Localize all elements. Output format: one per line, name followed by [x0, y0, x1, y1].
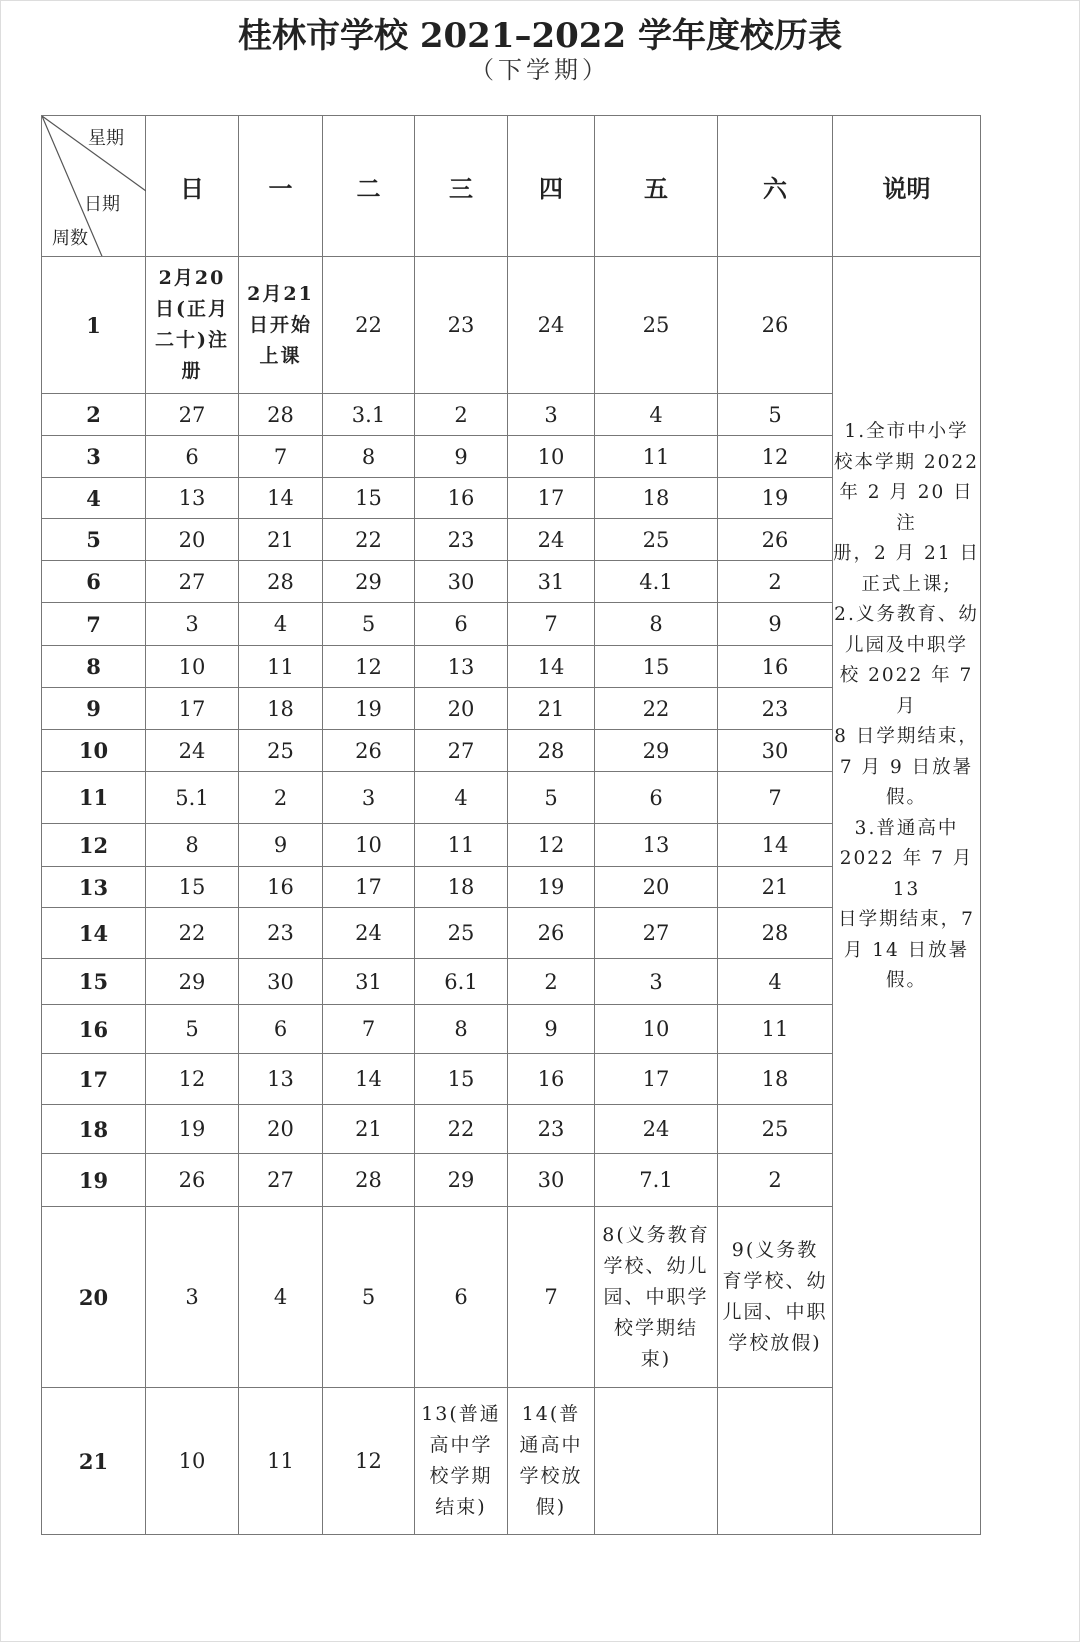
date-cell: 22	[323, 257, 415, 394]
day-header-mon: 一	[239, 116, 323, 257]
date-cell: 21	[718, 867, 833, 908]
date-cell: 7	[508, 1207, 595, 1388]
date-cell: 6	[415, 1207, 508, 1388]
week-row	[42, 257, 981, 394]
date-cell: 10	[508, 436, 595, 478]
date-cell: 18	[415, 867, 508, 908]
date-cell: 30	[239, 959, 323, 1005]
date-cell: 24	[595, 1105, 718, 1154]
date-cell: 7	[239, 436, 323, 478]
date-cell: 15	[595, 646, 718, 688]
week-number: 16	[42, 1005, 146, 1054]
date-cell: 18	[239, 688, 323, 730]
date-cell: 23	[239, 908, 323, 959]
date-cell: 4	[718, 959, 833, 1005]
date-cell: 8	[146, 824, 239, 867]
notes-header: 说明	[833, 116, 981, 257]
date-cell: 24	[323, 908, 415, 959]
date-cell: 23	[415, 519, 508, 561]
week-number: 21	[42, 1388, 146, 1535]
week-number: 1	[42, 257, 146, 394]
date-cell: 31	[323, 959, 415, 1005]
date-cell: 16	[508, 1054, 595, 1105]
date-cell: 2	[508, 959, 595, 1005]
corner-header-cell	[42, 116, 146, 257]
week-number: 18	[42, 1105, 146, 1154]
date-cell	[718, 1388, 833, 1535]
day-header-thu: 四	[508, 116, 595, 257]
date-cell: 21	[323, 1105, 415, 1154]
date-cell: 7	[718, 772, 833, 824]
date-cell: 28	[239, 561, 323, 603]
date-cell: 8	[595, 603, 718, 646]
date-cell: 25	[415, 908, 508, 959]
date-cell: 5	[323, 603, 415, 646]
date-cell: 16	[239, 867, 323, 908]
date-cell: 10	[146, 1388, 239, 1535]
week-number: 15	[42, 959, 146, 1005]
date-cell: 3	[323, 772, 415, 824]
date-cell: 11	[415, 824, 508, 867]
date-cell: 9	[508, 1005, 595, 1054]
date-cell: 15	[323, 478, 415, 519]
date-cell: 10	[323, 824, 415, 867]
date-cell: 24	[508, 519, 595, 561]
date-cell: 12	[146, 1054, 239, 1105]
date-cell: 2	[718, 561, 833, 603]
date-cell: 17	[323, 867, 415, 908]
date-cell: 7	[323, 1005, 415, 1054]
week-number: 7	[42, 603, 146, 646]
date-cell: 3.1	[323, 394, 415, 436]
date-cell: 14(普 通高中 学校放 假)	[508, 1388, 595, 1535]
date-cell: 7	[508, 603, 595, 646]
page-subtitle: （下学期）	[470, 56, 610, 84]
date-cell: 29	[595, 730, 718, 772]
date-cell: 13(普通 高中学 校学期 结束)	[415, 1388, 508, 1535]
date-cell: 6	[239, 1005, 323, 1054]
date-cell: 6	[146, 436, 239, 478]
date-cell: 11	[239, 1388, 323, 1535]
week-number: 19	[42, 1154, 146, 1207]
date-cell: 3	[146, 1207, 239, 1388]
date-cell: 6	[415, 603, 508, 646]
date-cell: 22	[146, 908, 239, 959]
date-cell: 28	[718, 908, 833, 959]
date-cell: 14	[239, 478, 323, 519]
date-cell: 16	[415, 478, 508, 519]
date-cell: 5.1	[146, 772, 239, 824]
date-cell: 26	[718, 257, 833, 394]
corner-date-label: 日期	[84, 194, 120, 215]
date-cell: 17	[508, 478, 595, 519]
date-cell: 14	[508, 646, 595, 688]
date-cell: 19	[323, 688, 415, 730]
date-cell: 29	[415, 1154, 508, 1207]
date-cell: 12	[323, 1388, 415, 1535]
date-cell: 23	[415, 257, 508, 394]
date-cell: 5	[146, 1005, 239, 1054]
date-cell: 2	[718, 1154, 833, 1207]
date-cell: 27	[415, 730, 508, 772]
week-number: 17	[42, 1054, 146, 1105]
date-cell: 7.1	[595, 1154, 718, 1207]
date-cell: 26	[508, 908, 595, 959]
date-cell: 16	[718, 646, 833, 688]
date-cell: 21	[508, 688, 595, 730]
notes-cell: 1.全市中小学 校本学期 2022 年 2 月 20 日注 册，2 月 21 日 正式上课; 2.义务教育、幼 儿园及中职学 校 2022 年 7 月 8 日学期结束， 7 月 9 日放暑 假。 3.普通高中 2022 年 7 月 13 日学期结束，7 月 14 日放暑 假。	[833, 257, 981, 1535]
date-cell: 8	[323, 436, 415, 478]
date-cell: 8(义务教育 学校、幼儿 园、中职学 校学期结 束)	[595, 1207, 718, 1388]
date-cell: 2	[415, 394, 508, 436]
week-number: 9	[42, 688, 146, 730]
day-header-tue: 二	[323, 116, 415, 257]
date-cell: 9	[239, 824, 323, 867]
date-cell: 3	[146, 603, 239, 646]
date-cell: 27	[146, 394, 239, 436]
week-number: 14	[42, 908, 146, 959]
date-cell: 11	[718, 1005, 833, 1054]
date-cell: 15	[146, 867, 239, 908]
date-cell: 9	[718, 603, 833, 646]
school-calendar-table	[41, 115, 981, 1535]
page-title: 桂林市学校 2021–2022 学年度校历表	[238, 16, 842, 56]
date-cell: 13	[146, 478, 239, 519]
date-cell: 2	[239, 772, 323, 824]
date-cell: 24	[508, 257, 595, 394]
date-cell: 22	[323, 519, 415, 561]
date-cell: 20	[146, 519, 239, 561]
date-cell: 28	[239, 394, 323, 436]
week-number: 5	[42, 519, 146, 561]
date-cell: 11	[595, 436, 718, 478]
day-header-wed: 三	[415, 116, 508, 257]
date-cell: 4	[415, 772, 508, 824]
date-cell: 23	[718, 688, 833, 730]
date-cell: 19	[508, 867, 595, 908]
date-cell: 27	[595, 908, 718, 959]
date-cell: 20	[595, 867, 718, 908]
date-cell: 26	[146, 1154, 239, 1207]
date-cell: 13	[415, 646, 508, 688]
week-number: 13	[42, 867, 146, 908]
date-cell: 14	[718, 824, 833, 867]
date-cell: 25	[239, 730, 323, 772]
day-header-sat: 六	[718, 116, 833, 257]
date-cell: 5	[718, 394, 833, 436]
date-cell: 14	[323, 1054, 415, 1105]
date-cell: 12	[323, 646, 415, 688]
week-number: 10	[42, 730, 146, 772]
date-cell: 31	[508, 561, 595, 603]
date-cell: 24	[146, 730, 239, 772]
date-cell: 30	[718, 730, 833, 772]
week-number: 8	[42, 646, 146, 688]
date-cell: 4	[239, 603, 323, 646]
date-cell: 17	[146, 688, 239, 730]
date-cell: 8	[415, 1005, 508, 1054]
date-cell: 12	[508, 824, 595, 867]
date-cell: 4	[595, 394, 718, 436]
date-cell: 19	[146, 1105, 239, 1154]
day-header-sun: 日	[146, 116, 239, 257]
date-cell: 4	[239, 1207, 323, 1388]
date-cell: 11	[239, 646, 323, 688]
date-cell: 9(义务教 育学校、幼 儿园、中职 学校放假)	[718, 1207, 833, 1388]
date-cell: 13	[239, 1054, 323, 1105]
week-number: 2	[42, 394, 146, 436]
date-cell: 17	[595, 1054, 718, 1105]
header-row	[42, 116, 981, 257]
date-cell: 29	[146, 959, 239, 1005]
week-number: 12	[42, 824, 146, 867]
date-cell: 20	[239, 1105, 323, 1154]
date-cell: 6	[595, 772, 718, 824]
date-cell: 25	[718, 1105, 833, 1154]
date-cell: 4.1	[595, 561, 718, 603]
date-cell: 13	[595, 824, 718, 867]
date-cell: 30	[508, 1154, 595, 1207]
date-cell: 21	[239, 519, 323, 561]
date-cell: 28	[508, 730, 595, 772]
date-cell: 29	[323, 561, 415, 603]
date-cell: 22	[595, 688, 718, 730]
date-cell: 26	[718, 519, 833, 561]
week-number: 3	[42, 436, 146, 478]
date-cell: 6.1	[415, 959, 508, 1005]
week-number: 6	[42, 561, 146, 603]
week-number: 4	[42, 478, 146, 519]
date-cell: 19	[718, 478, 833, 519]
corner-week-label: 周数	[52, 228, 88, 249]
date-cell: 22	[415, 1105, 508, 1154]
date-cell: 23	[508, 1105, 595, 1154]
date-cell	[595, 1388, 718, 1535]
date-cell: 18	[718, 1054, 833, 1105]
week-number: 11	[42, 772, 146, 824]
date-cell: 26	[323, 730, 415, 772]
day-header-fri: 五	[595, 116, 718, 257]
date-cell: 20	[415, 688, 508, 730]
corner-weekday-label: 星期	[88, 128, 124, 149]
date-cell: 9	[415, 436, 508, 478]
date-cell: 30	[415, 561, 508, 603]
date-cell: 3	[508, 394, 595, 436]
date-cell: 27	[146, 561, 239, 603]
date-cell: 15	[415, 1054, 508, 1105]
date-cell: 18	[595, 478, 718, 519]
date-cell: 2月21 日开始 上课	[239, 257, 323, 394]
date-cell: 27	[239, 1154, 323, 1207]
date-cell: 12	[718, 436, 833, 478]
date-cell: 25	[595, 519, 718, 561]
date-cell: 28	[323, 1154, 415, 1207]
week-number: 20	[42, 1207, 146, 1388]
date-cell: 25	[595, 257, 718, 394]
date-cell: 5	[323, 1207, 415, 1388]
date-cell: 2月20 日(正月 二十)注 册	[146, 257, 239, 394]
date-cell: 10	[146, 646, 239, 688]
date-cell: 10	[595, 1005, 718, 1054]
date-cell: 3	[595, 959, 718, 1005]
date-cell: 5	[508, 772, 595, 824]
